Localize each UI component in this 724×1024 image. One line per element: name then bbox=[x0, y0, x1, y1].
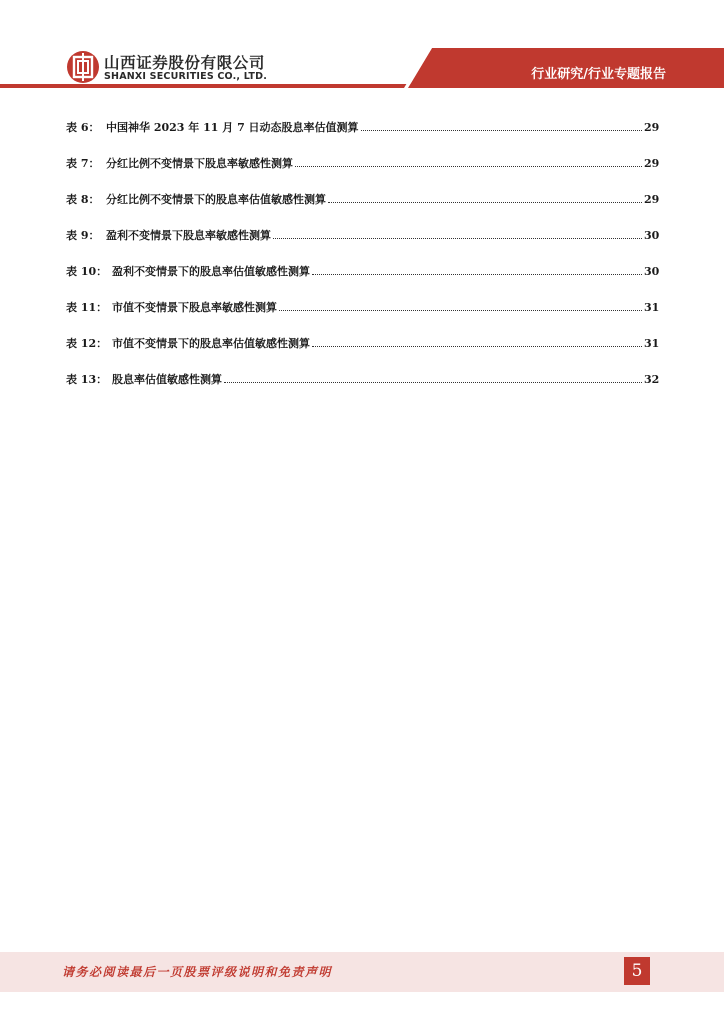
toc-title: 分红比例不变情景下的股息率估值敏感性测算 bbox=[106, 193, 326, 206]
toc-leader bbox=[328, 202, 642, 203]
page-header bbox=[0, 0, 724, 100]
toc-title: 中国神华 2023 年 11 月 7 日动态股息率估值测算 bbox=[106, 121, 359, 134]
toc-page: 29 bbox=[644, 121, 660, 134]
toc-leader bbox=[279, 310, 642, 311]
toc-row[interactable] bbox=[66, 262, 658, 298]
toc-page: 29 bbox=[644, 193, 660, 206]
toc-title: 股息率估值敏感性测算 bbox=[112, 373, 222, 386]
toc-label: 表 12： bbox=[66, 337, 108, 350]
company-name-cn: 山西证券股份有限公司 bbox=[104, 54, 266, 72]
toc-page: 31 bbox=[644, 337, 660, 350]
report-category: 行业研究/行业专题报告 bbox=[531, 67, 666, 82]
toc-leader bbox=[361, 130, 642, 131]
toc-label: 表 13： bbox=[66, 373, 108, 386]
toc-row[interactable] bbox=[66, 370, 658, 406]
toc-leader bbox=[312, 346, 642, 347]
toc-page: 30 bbox=[644, 229, 660, 242]
toc-row[interactable] bbox=[66, 118, 658, 154]
page-footer bbox=[0, 952, 724, 992]
toc-title: 盈利不变情景下的股息率估值敏感性测算 bbox=[112, 265, 310, 278]
company-logo-icon bbox=[66, 50, 100, 84]
toc-page: 30 bbox=[644, 265, 660, 278]
toc-label: 表 9： bbox=[66, 229, 100, 242]
toc-title: 盈利不变情景下股息率敏感性测算 bbox=[106, 229, 271, 242]
toc-row[interactable] bbox=[66, 190, 658, 226]
toc-title: 分红比例不变情景下股息率敏感性测算 bbox=[106, 157, 293, 170]
toc-row[interactable] bbox=[66, 298, 658, 334]
toc-label: 表 10： bbox=[66, 265, 108, 278]
toc-leader bbox=[273, 238, 642, 239]
table-of-contents bbox=[66, 118, 658, 406]
disclaimer-notice: 请务必阅读最后一页股票评级说明和免责声明 bbox=[62, 965, 333, 979]
toc-page: 32 bbox=[644, 373, 660, 386]
toc-label: 表 6： bbox=[66, 121, 100, 134]
page-number: 5 bbox=[624, 957, 650, 985]
toc-leader bbox=[295, 166, 642, 167]
company-name-en: SHANXI SECURITIES CO., LTD. bbox=[104, 71, 268, 82]
toc-title: 市值不变情景下的股息率估值敏感性测算 bbox=[112, 337, 310, 350]
toc-row[interactable] bbox=[66, 334, 658, 370]
toc-page: 29 bbox=[644, 157, 660, 170]
toc-page: 31 bbox=[644, 301, 660, 314]
toc-leader bbox=[312, 274, 642, 275]
toc-row[interactable] bbox=[66, 154, 658, 190]
toc-title: 市值不变情景下股息率敏感性测算 bbox=[112, 301, 277, 314]
toc-row[interactable] bbox=[66, 226, 658, 262]
toc-label: 表 7： bbox=[66, 157, 100, 170]
toc-label: 表 11： bbox=[66, 301, 108, 314]
toc-label: 表 8： bbox=[66, 193, 100, 206]
toc-leader bbox=[224, 382, 642, 383]
